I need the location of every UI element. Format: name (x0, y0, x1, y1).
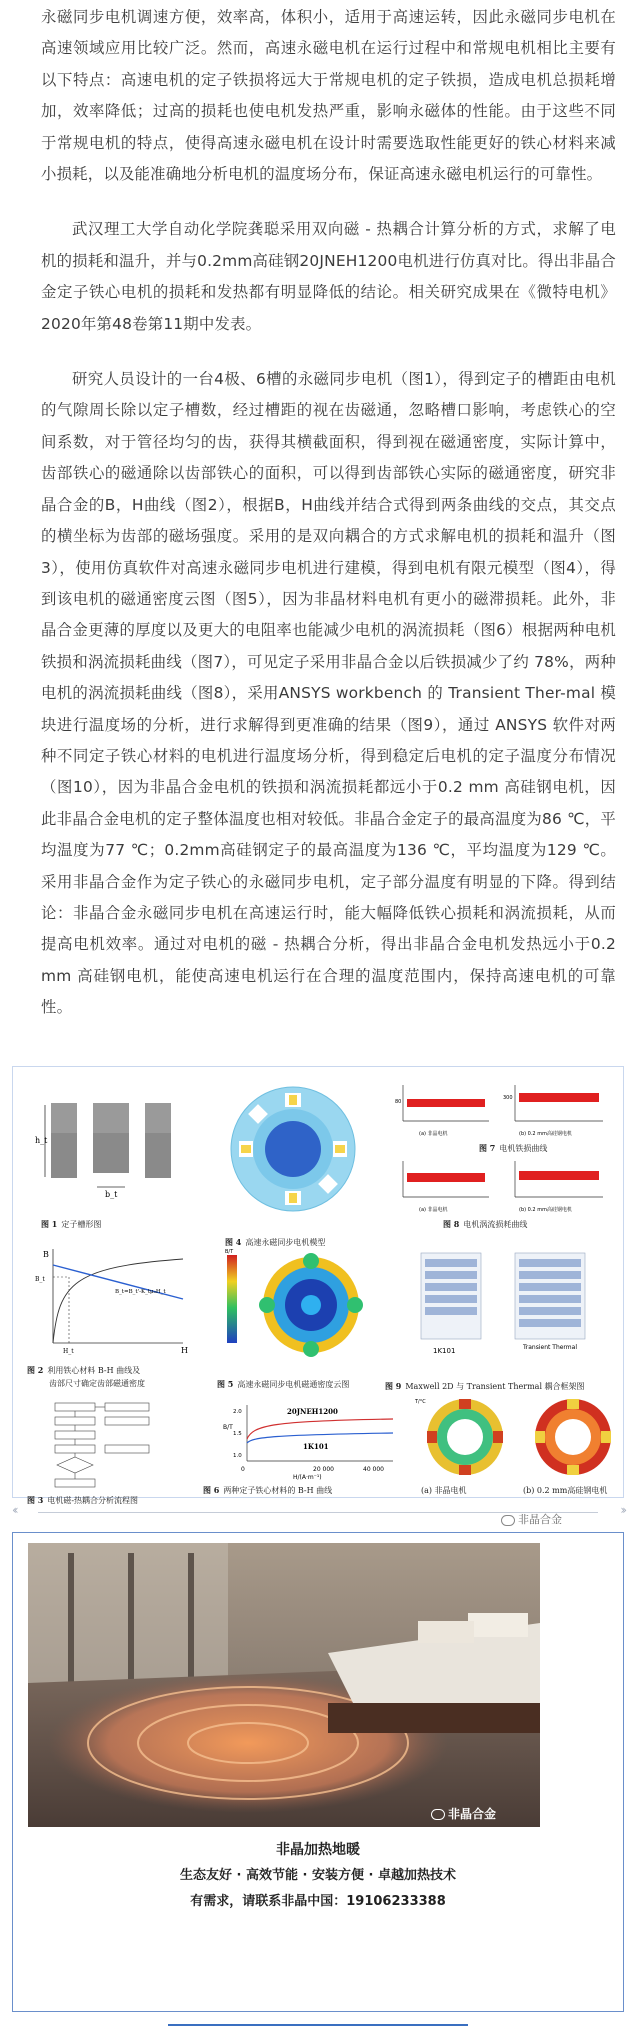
paragraph-research: 武汉理工大学自动化学院龚聪采用双向磁 - 热耦合计算分析的方式，求解了电机的损耗和温升，并与0.2mm高硅钢20JNEH1200电机进行仿真对比。得出非晶合金定子铁心电机的损耗和发热都有明显降低的结论。相关研究成果在《微特电机》2020年第48卷第11期中发表。 (41, 220, 616, 333)
fig2-title-line2: 齿部尺寸确定齿部磁通密度 (49, 1379, 145, 1388)
fig8-sub-a: (a) 非晶电机 (419, 1207, 448, 1213)
fig2-axis-h: H (181, 1346, 188, 1355)
fig3-caption (27, 1495, 138, 1506)
fig6-ytick-0: 1.0 (233, 1453, 242, 1459)
fig3-title: 电机磁-热耦合分析流程图 (47, 1496, 139, 1505)
fig7-sub-b: (b) 0.2 mm高硅钢电机 (519, 1131, 572, 1137)
fig1-title: 定子槽形图 (61, 1220, 102, 1229)
fig1-label-bt: b_t (105, 1190, 118, 1199)
fig6-caption (203, 1485, 332, 1496)
fig7-caption (479, 1143, 547, 1154)
fig2-num: 图 2 (27, 1365, 44, 1375)
fig6-xtick-0: 0 (241, 1466, 245, 1473)
paragraph-intro: 永磁同步电机调速方便，效率高，体积小，适用于高速运转，因此永磁同步电机在高速领域应用比较广泛。然而，高速永磁电机在运行过程中和常规电机相比主要有以下特点：高速电机的定子铁损将远大于常规电机的定子铁损，造成电机总损耗增加，效率降低；过高的损耗也使电机发热严重，影响永磁体的性能。由于这些不同于常规电机的特点，使得高速永磁电机在设计时需要选取性能更好的铁心材料来减小损耗，以及能准确地分析电机的温度场分布，保证高速永磁电机运行的可靠性。 (41, 8, 616, 184)
figure-panel (12, 1066, 624, 1526)
ad-photo-bedroom (28, 1543, 540, 1827)
fig2-label-ht: H_t (63, 1348, 74, 1355)
fig7-panel-b (503, 1085, 603, 1137)
fig3-flowchart (35, 1399, 195, 1491)
fig9-num: 图 9 (385, 1381, 402, 1391)
fig6-xlabel: H/(A·m⁻¹) (293, 1474, 322, 1481)
figure-watermark-text: 非晶合金 (518, 1513, 562, 1526)
fig2-equation: B_t=B_t'-K_tμ₀H_t (115, 1289, 166, 1295)
fig2-label-bt: B_t (35, 1276, 45, 1283)
chevron-left-icon: ‹‹ (12, 1503, 16, 1517)
fig8-num: 图 8 (443, 1219, 460, 1229)
fig6-num: 图 6 (203, 1485, 220, 1495)
ad-watermark-text: 非晶合金 (448, 1807, 497, 1821)
fig8-sub-b: (b) 0.2 mm高硅钢电机 (519, 1207, 572, 1213)
fig1-caption (41, 1219, 101, 1230)
fig4-title: 高速永磁同步电机模型 (245, 1238, 326, 1247)
fig6-bh-curves (223, 1399, 403, 1481)
fig7-panel-a (395, 1085, 489, 1137)
fig10-temperature-maps (413, 1395, 623, 1483)
fig6-xtick-1: 20 000 (313, 1466, 334, 1473)
fig2-bh-curve (33, 1243, 193, 1358)
fig5-flux-density-map (223, 1247, 373, 1367)
fig4-motor-model (223, 1079, 363, 1219)
fig6-title: 两种定子铁心材料的 B-H 曲线 (223, 1486, 333, 1495)
paragraph-details: 研究人员设计的一台4极、6槽的永磁同步电机（图1），得到定子的槽距由电机的气隙周长除以定子槽数，经过槽距的视在齿磁通，忽略槽口影响，考虑铁心的空间系数，对于管径均匀的齿，获得其横截面积，得到视在磁通密度，实际计算中，齿部铁心的磁通除以齿部铁心的面积，可以得到齿部铁心实际的磁通密度，研究非晶合金的B，H曲线（图2），根据B，H曲线并结合式得到两条曲线的交点，其交点的横坐标为齿部的磁场强度。采用的是双向耦合的方式求解电机的损耗和温升（图3），使用仿真软件对高速永磁同步电机进行建模，得到电机有限元模型（图4），得到该电机的磁通密度云图（图5），因为非晶材料电机有更小的磁滞损耗。此外，非晶合金更薄的厚度以及更大的电阻率也能减少电机的涡流损耗（图6）根据两种电机铁损和涡流损耗曲线（图7），可见定子采用非晶合金以后铁损减少了约 78%，两种电机的涡流损耗曲线（图8），采用ANSYS workbench 的 Transient Ther-mal 模块进行温度场的分析，进行求解得到更准确的结果（图9），通过 ANSYS 软件对两种不同定子铁心材料的电机进行温度场分析，得到稳定后电机的定子温度分布情况（图10），因为非晶合金电机的铁损和涡流损耗都远小于0.2 mm 高硅钢电机，因此非晶合金电机的定子整体温度也相对较低。非晶合金定子的最高温度为86 ℃，平均温度为77 ℃；0.2mm高硅钢定子的最高温度为136 ℃，平均温度为129 ℃。采用非晶合金作为定子铁心的永磁同步电机，定子部分温度有明显的下降。得到结论：非晶合金永磁同步电机在高速运行时，能大幅降低铁心损耗和涡流损耗，从而提高电机效率。通过对电机的磁 - 热耦合分析，得出非晶合金电机发热远小于0.2 mm 高硅钢电机，能使高速电机运行在合理的温度范围内，保持高速电机的可靠性。 (41, 370, 616, 1017)
fig1-slot-diagram (31, 1093, 181, 1213)
fig9-caption (385, 1381, 585, 1392)
fig6-legend-a: 20JNEH1200 (287, 1407, 338, 1416)
fig6-xtick-2: 40 000 (363, 1466, 384, 1473)
fig1-label-ht: h_t (35, 1136, 48, 1145)
fig9-framework (419, 1249, 619, 1373)
fig9-label-1k101: 1K101 (433, 1347, 456, 1355)
bottom-accent-line (168, 2024, 468, 2026)
ad-contact[interactable]: 有需求，请联系非晶中国：19106233388 (190, 1894, 446, 1909)
ad-photo-illustration (28, 1543, 540, 1827)
fig7-sub-a: (a) 非晶电机 (419, 1131, 448, 1137)
fig10-panel-b (535, 1399, 611, 1475)
fig8-caption (443, 1219, 527, 1230)
fig10-unit: T/°C (415, 1399, 426, 1405)
fig9-title: Maxwell 2D 与 Transient Thermal 耦合框架图 (405, 1382, 585, 1391)
fig7-value-b: 300 (503, 1095, 513, 1101)
ad-banner[interactable] (12, 1532, 624, 2012)
fig10-sub-a: (a) 非晶电机 (421, 1486, 467, 1495)
fig6-legend-b: 1K101 (303, 1442, 329, 1451)
fig8-panel-a (403, 1161, 489, 1213)
section-divider (12, 1503, 624, 1518)
fig8-panel-b (515, 1161, 603, 1213)
fig6-ytick-2: 2.0 (233, 1409, 242, 1415)
fig8-title: 电机涡流损耗曲线 (463, 1220, 528, 1229)
fig10-sub-b: (b) 0.2 mm高硅钢电机 (523, 1486, 608, 1495)
ad-tagline: 生态友好 · 高效节能 · 安装方便 · 卓越加热技术 (180, 1868, 456, 1883)
fig5-caption (217, 1379, 349, 1390)
fig2-title-line1: 利用铁心材料 B-H 曲线及 (47, 1366, 141, 1375)
wechat-icon (431, 1809, 445, 1820)
fig2-caption (27, 1365, 140, 1376)
fig5-title: 高速永磁同步电机磁通密度云图 (237, 1380, 350, 1389)
fig1-num: 图 1 (41, 1219, 58, 1229)
fig5-num: 图 5 (217, 1379, 234, 1389)
fig9-label-transient: Transient Thermal (523, 1344, 577, 1351)
fig6-series-20jneh1200 (247, 1419, 393, 1439)
fig5-unit: B/T (225, 1249, 234, 1255)
fig7-value-a: 80 (395, 1099, 402, 1105)
fig10-panel-a (427, 1399, 503, 1475)
fig3-num: 图 3 (27, 1495, 44, 1505)
fig6-ytick-1: 1.5 (233, 1431, 242, 1437)
chevron-right-icon: ›› (620, 1503, 624, 1517)
ad-watermark (431, 1805, 496, 1822)
fig4-num: 图 4 (225, 1237, 242, 1247)
fig7-num: 图 7 (479, 1143, 496, 1153)
ad-headline: 非晶加热地暖 (276, 1842, 360, 1858)
fig6-ylabel: B/T (223, 1424, 233, 1431)
fig7-title: 电机铁损曲线 (499, 1144, 548, 1153)
fig2-axis-b: B (43, 1250, 49, 1259)
